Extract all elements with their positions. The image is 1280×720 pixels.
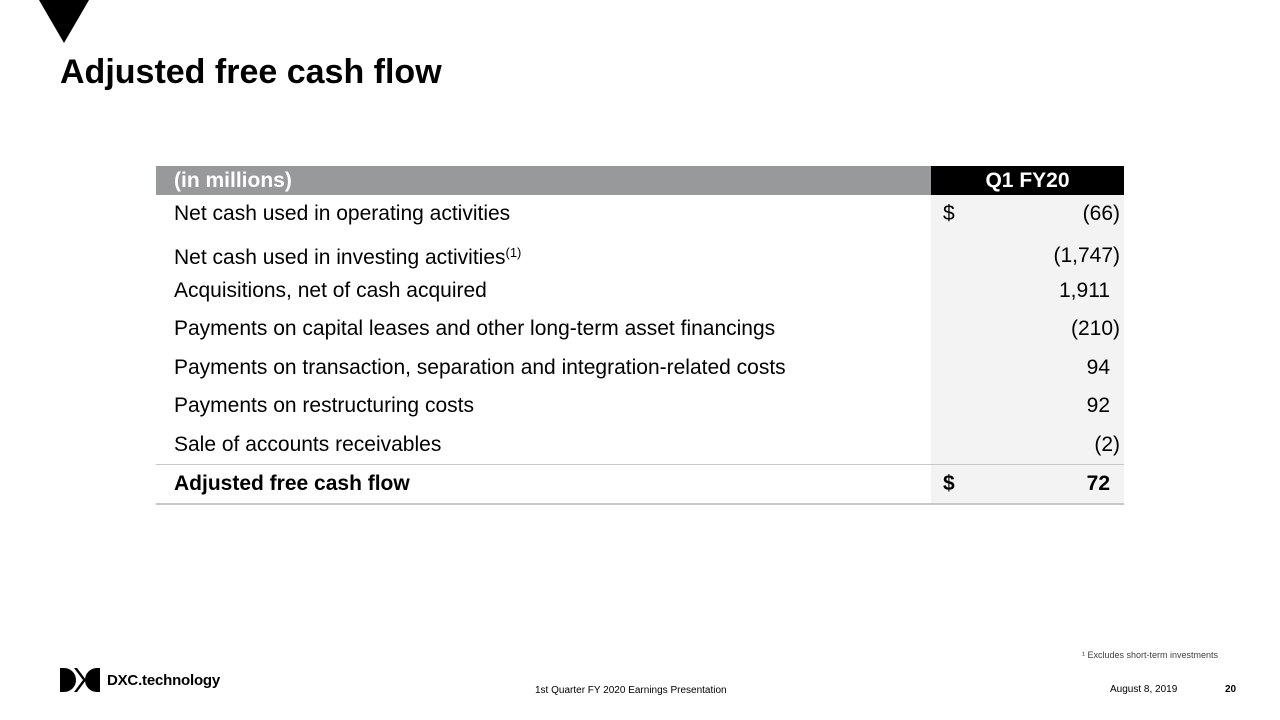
- row-label-text: Net cash used in investing activities: [174, 245, 506, 269]
- row-value-cell: [931, 233, 1124, 271]
- table-row: [156, 425, 1124, 463]
- table-row: [156, 233, 1124, 271]
- row-value: (66): [1082, 202, 1120, 226]
- total-label: Adjusted free cash flow: [174, 471, 410, 495]
- logo-text: DXC.technology: [107, 671, 221, 689]
- row-value-cell: [931, 387, 1124, 425]
- row-value-cell: [931, 272, 1124, 310]
- table-total-row: [156, 464, 1124, 505]
- row-value-cell: [931, 349, 1124, 387]
- row-label: Sale of accounts receivables: [174, 432, 442, 456]
- table-row: [156, 272, 1124, 310]
- row-label: Acquisitions, net of cash acquired: [174, 278, 487, 302]
- presentation-name: 1st Quarter FY 2020 Earnings Presentation: [535, 685, 727, 696]
- table-header-row: [156, 166, 1124, 195]
- page-title: Adjusted free cash flow: [60, 53, 442, 91]
- row-value: (2): [1094, 432, 1120, 456]
- table-row: [156, 387, 1124, 425]
- cash-flow-table: [156, 166, 1124, 505]
- row-value: 94: [1086, 355, 1110, 379]
- row-label: Payments on capital leases and other long-term asset financings: [174, 317, 776, 341]
- table-row: [156, 349, 1124, 387]
- row-value: 1,911: [1059, 278, 1110, 302]
- footnote-reference: (1): [505, 244, 522, 260]
- row-value-cell: [931, 310, 1124, 348]
- row-value: (1,747): [1053, 243, 1120, 267]
- table-row: [156, 310, 1124, 348]
- row-label: [156, 233, 931, 271]
- row-label: Payments on transaction, separation and integration-related costs: [174, 355, 786, 379]
- total-value: 72: [1086, 471, 1110, 495]
- table-row: [156, 195, 1124, 233]
- page-number: 20: [1225, 684, 1237, 695]
- header-units-label: (in millions): [156, 166, 931, 195]
- header-period-label: Q1 FY20: [931, 166, 1124, 195]
- row-value: (210): [1070, 317, 1120, 341]
- company-logo: [60, 668, 220, 692]
- dxc-logo-icon: [60, 668, 100, 692]
- row-label: Net cash used in operating activities: [174, 202, 511, 226]
- footnote: ¹ Excludes short-term investments: [1081, 650, 1218, 660]
- row-value-cell: [931, 195, 1124, 233]
- total-value-cell: [931, 465, 1124, 503]
- corner-triangle-decoration: [39, 0, 89, 43]
- presentation-date: August 8, 2019: [1110, 684, 1178, 695]
- row-value-cell: [931, 425, 1124, 463]
- currency-symbol: $: [943, 471, 955, 495]
- row-label: Payments on restructuring costs: [174, 394, 474, 418]
- currency-symbol: $: [943, 202, 955, 226]
- row-value: 92: [1086, 394, 1110, 418]
